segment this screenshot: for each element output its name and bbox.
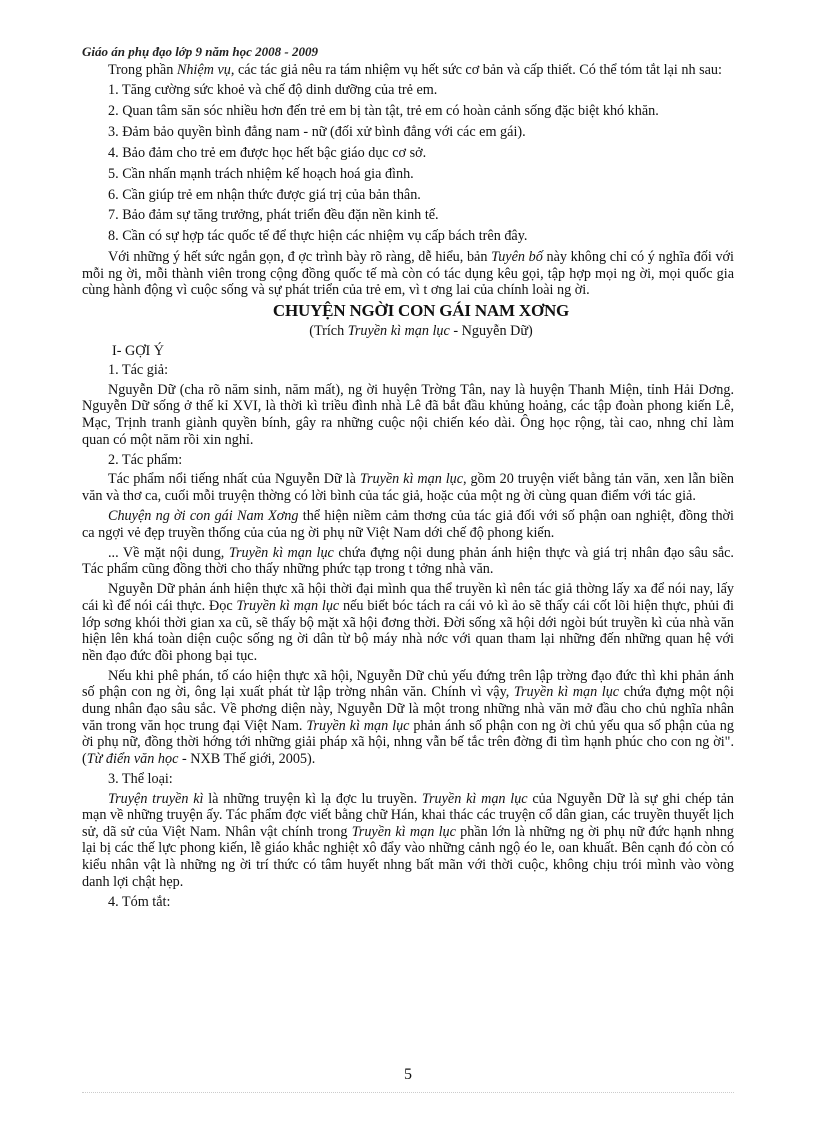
text-run: của Nguyễn Dữ là sự ghi chép tản mạn về những truyện ấy. Tác phẩm đợc viết bằng chữ Hán, khai thác các truyện cổ dân gian, các truyền thuyết lịch sử, dã sử của Việt Nam. Nhân vật chính trong <box>82 790 734 840</box>
section-heading: I- GỢI Ý <box>112 342 165 359</box>
body-text <box>82 62 734 913</box>
italic-run: Truyền kì mạn lục <box>421 790 528 807</box>
task-item-8: 8. Cần có sự hợp tác quốc tế để thực hiện các nhiệm vụ cấp bách trên đây. <box>108 228 528 245</box>
text-run: phần lớn là những ng ời phụ nữ đức hạnh nhng lại bị các thế lực phong kiến, lễ giáo khắc nghiệt xô đẩy vào những cảnh ngộ éo le, oan khuất. Bên cạnh đó còn có kiểu nhân vật là những ng ời trí thức có tâm huyết nhng bất mãn với thời cuộc, không chịu trói mình vào vòng danh lợi chật hẹp. <box>82 823 734 890</box>
text-run: - NXB Thế giới, 2005). <box>178 750 316 767</box>
text-run: chứa đựng nội dung phản ánh hiện thực và giá trị nhân đạo sâu sắc. Tác phẩm cũng đồng thời cho thấy những phức tạp trong t tởng nhà văn. <box>82 544 734 578</box>
task-item-3: 3. Đảm bảo quyền bình đẳng nam - nữ (đối xử bình đẳng với các em gái). <box>108 123 526 140</box>
italic-run: Truyền kì mạn lục <box>236 598 340 614</box>
task-item-1: 1. Tăng cường sức khoẻ và chế độ dinh dưỡng của trẻ em. <box>108 82 438 99</box>
text-run: nếu biết bóc tách ra cái vỏ kì ảo sẽ thấy cái cốt lõi hiện thực, phủi đi lớp sơng khói thời gian xa cũ, sẽ thấy bộ mặt xã hội đơng thời. Đời sống xã hội dới ngòi bút truyền kì của nhà văn hiện lên khá toàn diện cuộc sống ng ời dân từ bộ máy nhà nớc với quan tham lại những đến những quan hệ với nền đạo đức đồi phong bại tục. <box>82 598 734 664</box>
text-run: Tác phẩm nổi tiếng nhất của Nguyễn Dữ là <box>108 471 360 488</box>
italic-run: Nhiệm vụ <box>176 62 231 78</box>
task-item-7: 7. Bảo đảm sự tăng trưởng, phát triển đều đặn nền kinh tế. <box>108 207 439 224</box>
text-run: , các tác giả nêu ra tám nhiệm vụ hết sức cơ bản và cấp thiết. Có thể tóm tắt lại nh sau: <box>230 62 722 78</box>
subheading-summary: 4. Tóm tắt: <box>108 893 171 910</box>
italic-run: Truyền kì mạn lục <box>351 823 456 840</box>
genre-paragraph <box>82 791 734 891</box>
intro-paragraph <box>82 62 734 79</box>
italic-run: Chuyện ng ời con gái Nam Xơng <box>108 508 299 525</box>
running-header: Giáo án phụ đạo lớp 9 năm học 2008 - 2009 <box>82 44 318 59</box>
italic-run: Truyện truyền kì <box>108 790 204 807</box>
work-paragraph-1 <box>82 471 734 504</box>
subheading-work: 2. Tác phẩm: <box>108 451 183 468</box>
italic-run: Truyền kì mạn lục <box>228 544 334 561</box>
italic-run: Truyền kì mạn lục <box>306 717 410 734</box>
task-item-5: 5. Cần nhấn mạnh trách nhiệm kế hoạch hoá gia đình. <box>108 165 414 182</box>
text-run: Nguyễn Dữ phản ánh hiện thực xã hội thời đại mình qua thể truyền kì nên tác giả thờng lấy xa để nói nay, lấy cái kì để nói cái thực. Đọc <box>82 581 734 614</box>
text-run: phản ánh số phận con ng ời chủ yếu qua số phận của ng ời phụ nữ, đồng thời hớng tới những giải pháp xã hội, nhng vẫn bế tắc trên đờng đi tìm hạnh phúc cho con ng ời". ( <box>82 717 734 767</box>
author-paragraph: Nguyễn Dữ (cha rõ năm sinh, năm mất), ng ời huyện Trờng Tân, nay là huyện Thanh Miện, tỉnh Hải Dơng. Nguyễn Dữ sống ở thế kỉ XVI, là thời kì triều đình nhà Lê đã bắt đầu khủng hoảng, các tập đoàn phong kiến Lê, Mạc, Trịnh tranh giành quyền bính, gây ra những cuộc nội chiến kéo dài. Ông học rộng, tài cao, nhng chỉ làm quan có một năm rồi xin nghỉ. <box>82 381 734 448</box>
text-run: chứa đựng một nội dung nhân đạo sâu sắc. Về phơng diện này, Nguyễn Dữ là một trong những nhà văn mở đầu cho chủ nghĩa nhân văn trong văn học trung đại Việt Nam. <box>82 684 734 734</box>
text-run: ... Về mặt nội dung, <box>108 544 229 561</box>
footer-divider <box>82 1092 734 1093</box>
italic-run: Truyền kì mạn lục <box>513 684 620 701</box>
page-number: 5 <box>404 1066 412 1083</box>
work-paragraph-4 <box>82 581 734 664</box>
task-item-2: 2. Quan tâm săn sóc nhiều hơn đến trẻ em bị tàn tật, trẻ em có hoàn cảnh sống đặc biệt khó khăn. <box>108 102 659 119</box>
text-run: (Trích <box>309 322 348 339</box>
work-paragraph-3 <box>82 545 734 578</box>
text-run: - Nguyễn Dữ) <box>449 322 533 339</box>
text-run: Trong phần <box>108 62 177 78</box>
text-run: Với những ý hết sức ngắn gọn, đ ợc trình bày rõ ràng, dễ hiểu, bản <box>108 249 492 266</box>
task-item-6: 6. Cần giúp trẻ em nhận thức được giá trị của bản thân. <box>108 186 421 203</box>
subheading-genre: 3. Thể loại: <box>108 770 173 787</box>
italic-run: Từ điển văn học <box>86 750 179 767</box>
text-run: thể hiện niềm cảm thơng của tác giả đối với số phận oan nghiệt, đồng thời ca ngợi vẻ đẹp truyền thống của của ng ời phụ nữ Việt Nam dới chế độ phong kiến. <box>82 508 734 541</box>
text-run: là những truyện kì lạ đợc lu truyền. <box>203 790 422 807</box>
work-paragraph-5 <box>82 668 734 768</box>
summary-paragraph <box>82 249 734 299</box>
story-subtitle <box>82 323 734 340</box>
story-title: CHUYỆN NGỜI CON GÁI NAM XƠNG <box>272 300 570 320</box>
italic-run: Truyền kì mạn lục <box>347 322 450 339</box>
task-item-4: 4. Bảo đảm cho trẻ em được học hết bậc giáo dục cơ sở. <box>108 144 427 161</box>
text-run: , gồm 20 truyện viết bằng tản văn, xen lẫn biền văn và thơ ca, cuối mỗi truyện thờng có lời bình của tác giả, hoặc của một ng ời cùng quan điểm với tác giả. <box>82 471 734 504</box>
work-paragraph-2 <box>82 508 734 541</box>
text-run: Nếu khi phê phán, tố cáo hiện thực xã hội, Nguyễn Dữ chủ yếu đứng trên lập trờng đạo đức thì khi phản ánh số phận con ng ời, ông lại xuất phát từ lập trờng nhân văn. Chính vì vậy, <box>82 667 734 701</box>
italic-run: Tuyên bố <box>491 249 543 266</box>
italic-run: Truyền kì mạn lục <box>359 471 464 488</box>
subheading-author: 1. Tác giả: <box>108 362 169 379</box>
text-run: này không chỉ có ý nghĩa đối với mỗi ng ời, mỗi thành viên trong cộng đồng quốc tế mà còn có tác dụng kêu gọi, tập hợp mọi ng ời, mọi quốc gia cùng hành động vì cuộc sống và sự phát triển của trẻ em, vì t ơng lai của chính loài ng ời. <box>82 249 734 299</box>
